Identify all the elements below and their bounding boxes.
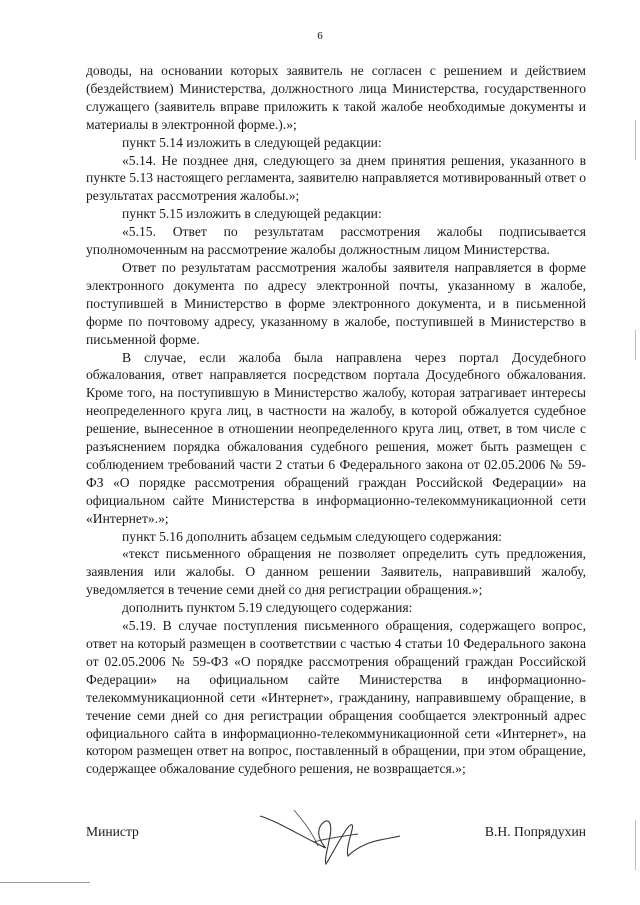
paragraph: пункт 5.14 изложить в следующей редакции:	[122, 134, 382, 150]
paragraph: Ответ по результатам рассмотрения жалобы заявителя направляется в форме электронного документа по адресу электронной почты, указанному в жалобе, поступившей в Министерство в форме электронного документа, и в письменной форме по почтовому адресу, указанному в жалобе, поступившей в Министерство в письменной форме.	[86, 259, 586, 347]
paragraph: пункт 5.16 дополнить абзацем седьмым следующего содержания:	[122, 528, 503, 544]
signature-block	[86, 820, 586, 890]
paragraph: дополнить пунктом 5.19 следующего содержания:	[122, 600, 413, 616]
paragraph: «5.14. Не позднее дня, следующего за днем принятия решения, указанного в пункте 5.13 настоящего регламента, заявителю направляется мотивированный ответ о результатах рассмотрения жалобы.»;	[86, 152, 586, 204]
scan-edge-mark	[635, 820, 636, 870]
scan-edge-mark	[635, 120, 636, 160]
document-body	[86, 62, 586, 778]
paragraph: пункт 5.15 изложить в следующей редакции:	[122, 206, 382, 222]
paragraph: В случае, если жалоба была направлена через портал Досудебного обжалования, ответ направляется посредством портала Досудебного обжалования. Кроме того, на поступившую в Министерство жалобу, которая затрагивает интересы неопределенного круга лиц, в частности на жалобу, в которой обжалуется судебное решение, вынесенное в отношении неопределенного круга лиц, ответ, в том числе с разъяснением порядка обжалования судебного решения, может быть размещен с соблюдением требований части 2 статьи 6 Федерального закона от 02.05.2006 № 59-ФЗ «О порядке рассмотрения обращений граждан Российской Федерации» на официальном сайте Министерства в информационно-телекоммуникационной сети «Интернет».»;	[86, 349, 586, 526]
paragraph: «5.15. Ответ по результатам рассмотрения жалобы подписывается уполномоченным на рассмотрение жалобы должностным лицом Министерства.	[86, 224, 586, 258]
signatory-role: Министр	[86, 824, 139, 839]
paragraph: доводы, на основании которых заявитель не согласен с решением и действием (бездействием) Министерства, должностного лица Министерства, государственного служащего (заявитель вправе приложить к такой жалобе необходимые документы и материалы в электронной форме.).»;	[86, 63, 586, 132]
handwritten-signature	[254, 802, 404, 872]
paragraph: «текст письменного обращения не позволяет определить суть предложения, заявления или жалобы. О данном решении Заявитель, направивший жалобу, уведомляется в течение семи дней со дня регистрации обращения.»;	[86, 546, 586, 598]
scan-edge-mark	[635, 330, 636, 360]
footnote-rule	[0, 882, 90, 883]
signatory-name: В.Н. Попрядухин	[484, 824, 586, 839]
paragraph: «5.19. В случае поступления письменного обращения, содержащего вопрос, ответ на который размещен в соответствии с частью 4 статьи 10 Федерального закона от 02.05.2006 № 59-ФЗ «О порядке рассмотрения обращений граждан Российской Федерации» на официальном сайте Министерства в информационно-телекоммуникационной сети «Интернет», гражданину, направившему обращение, в течение семи дней со дня регистрации обращения сообщается электронный адрес официального сайта в информационно-телекоммуникационной сети «Интернет», на котором размещен ответ на вопрос, поставленный в обращении, при этом обращение, содержащее обжалование судебного решения, не возвращается.»;	[86, 618, 586, 777]
page-number: 6	[317, 30, 323, 42]
